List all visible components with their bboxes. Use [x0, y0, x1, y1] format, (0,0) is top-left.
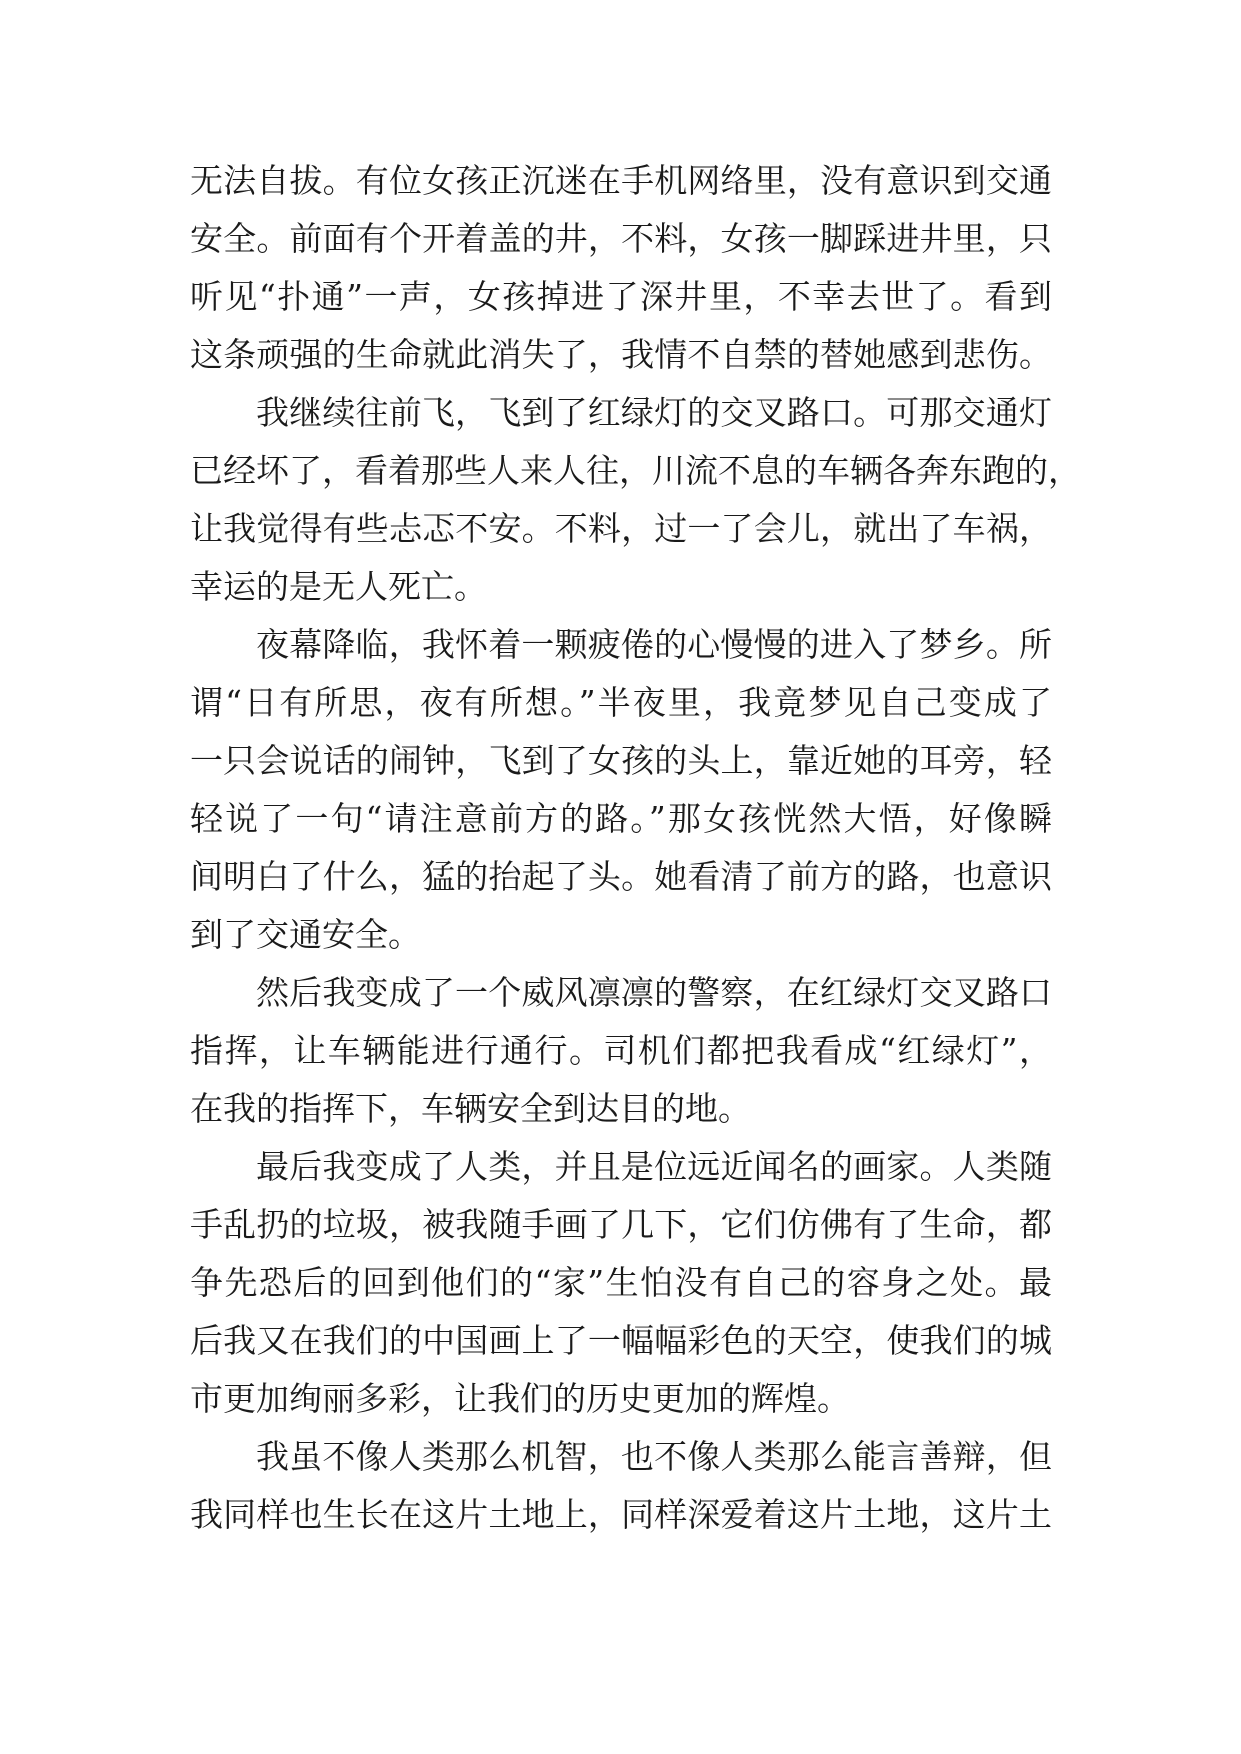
text-line: 我继续往前飞，飞到了红绿灯的交叉路口。可那交通灯 — [256, 393, 1052, 432]
text-line: 让我觉得有些忐忑不安。不料，过一了会儿，就出了车祸， — [190, 509, 1052, 548]
text-line: 然后我变成了一个威风凛凛的警察，在红绿灯交叉路口 — [256, 973, 1052, 1012]
text-line: 到了交通安全。 — [190, 915, 421, 954]
text-line: 在我的指挥下，车辆安全到达目的地。 — [190, 1089, 751, 1128]
text-line: 这条顽强的生命就此消失了，我情不自禁的替她感到悲伤。 — [190, 335, 1052, 374]
text-line: 一只会说话的闹钟，飞到了女孩的头上，靠近她的耳旁，轻 — [190, 741, 1052, 780]
text-line: 手乱扔的垃圾，被我随手画了几下，它们仿佛有了生命，都 — [190, 1205, 1052, 1244]
text-line: 争先恐后的回到他们的“家”生怕没有自己的容身之处。最 — [190, 1263, 1052, 1302]
text-line: 轻说了一句“请注意前方的路。”那女孩恍然大悟，好像瞬 — [190, 799, 1052, 838]
text-line: 幸运的是无人死亡。 — [190, 567, 487, 606]
text-line: 谓“日有所思，夜有所想。”半夜里，我竟梦见自己变成了 — [190, 683, 1052, 722]
text-line: 夜幕降临，我怀着一颗疲倦的心慢慢的进入了梦乡。所 — [256, 625, 1052, 664]
text-line: 后我又在我们的中国画上了一幅幅彩色的天空，使我们的城 — [190, 1321, 1052, 1360]
text-line: 指挥，让车辆能进行通行。司机们都把我看成“红绿灯”， — [190, 1031, 1052, 1070]
text-line: 无法自拔。有位女孩正沉迷在手机网络里，没有意识到交通 — [190, 161, 1052, 200]
text-line: 安全。前面有个开着盖的井，不料，女孩一脚踩进井里，只 — [190, 219, 1052, 258]
text-line: 间明白了什么，猛的抬起了头。她看清了前方的路，也意识 — [190, 857, 1052, 896]
text-line: 市更加绚丽多彩，让我们的历史更加的辉煌。 — [190, 1379, 850, 1418]
text-line: 我同样也生长在这片土地上，同样深爱着这片土地，这片土 — [190, 1495, 1052, 1534]
text-line: 听见“扑通”一声，女孩掉进了深井里，不幸去世了。看到 — [190, 277, 1052, 316]
text-line: 我虽不像人类那么机智，也不像人类那么能言善辩，但 — [256, 1437, 1052, 1476]
text-line: 最后我变成了人类，并且是位远近闻名的画家。人类随 — [256, 1147, 1052, 1186]
body-text — [190, 152, 1081, 1544]
text-line: 已经坏了，看着那些人来人往，川流不息的车辆各奔东跑的， — [190, 451, 1081, 490]
